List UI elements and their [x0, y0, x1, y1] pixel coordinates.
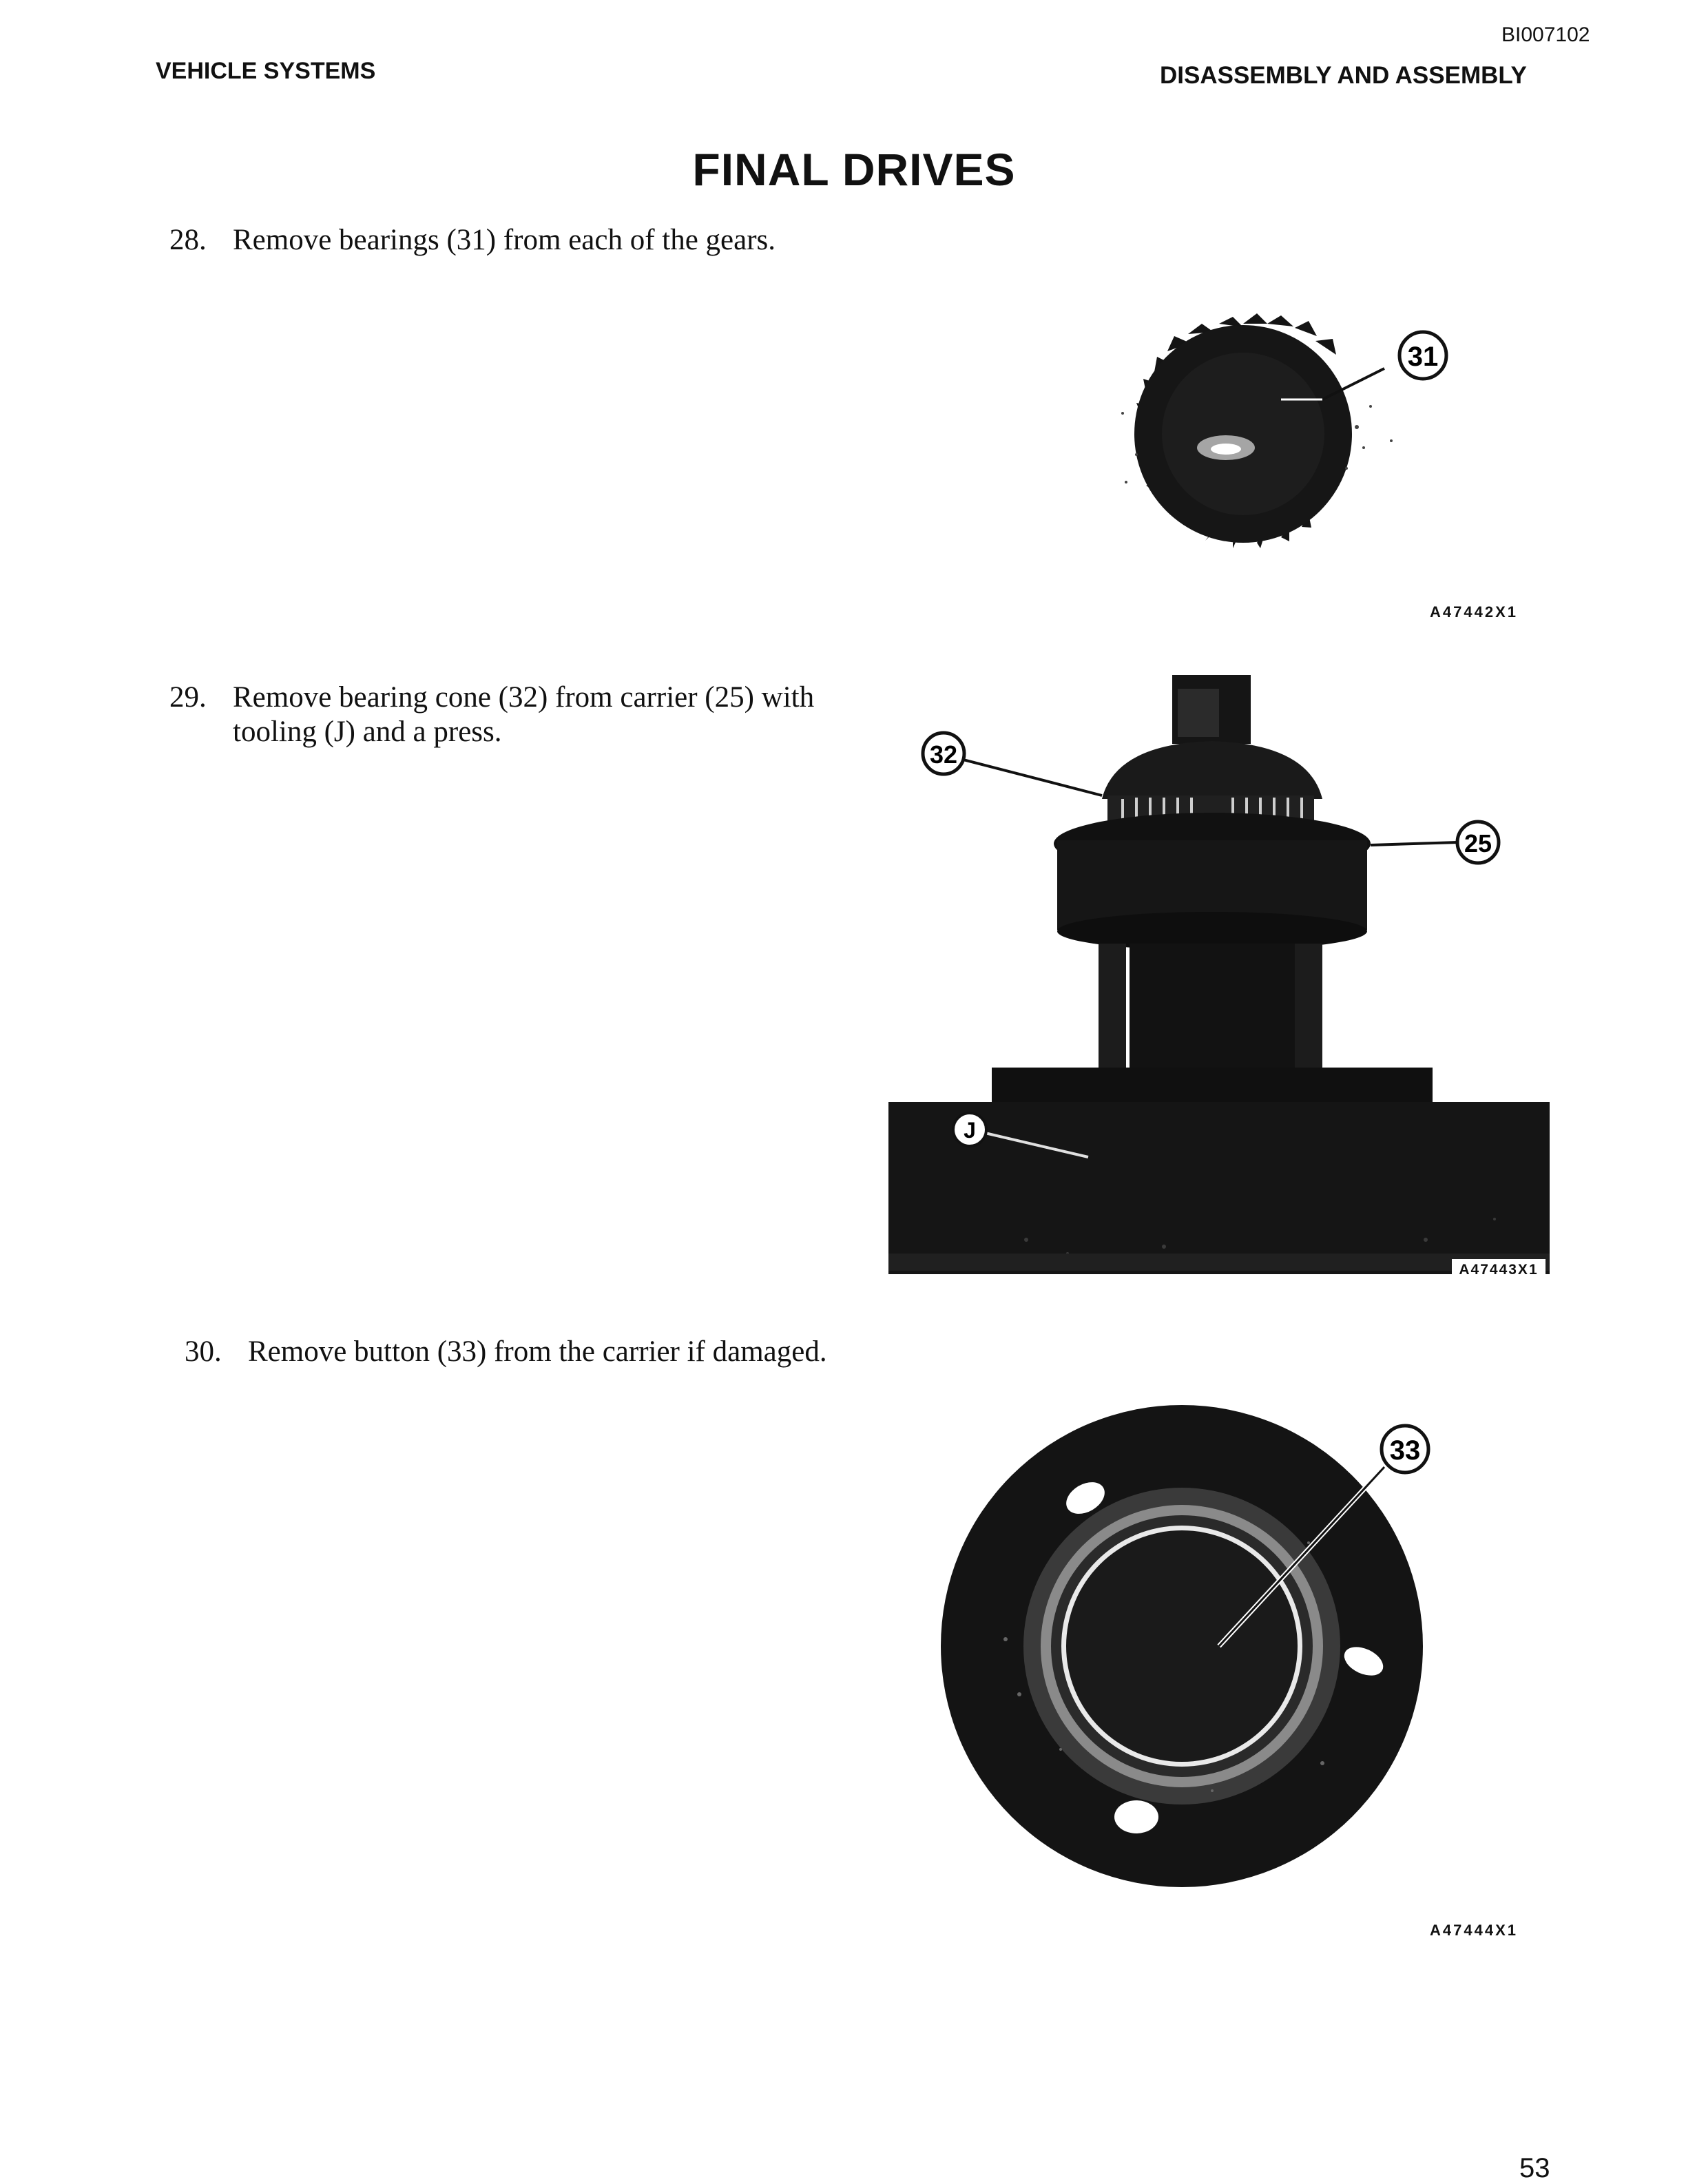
gear-shape [1121, 313, 1393, 548]
step-text-line-2: tooling (J) and a press. [233, 716, 502, 748]
callout-33: 33 [1389, 1435, 1421, 1466]
step-number: 28. [169, 224, 207, 256]
figure-code: A47442X1 [1430, 603, 1518, 621]
figure-code: A47444X1 [1430, 1922, 1518, 1939]
document-id: BI007102 [1501, 23, 1590, 46]
page-number: 53 [1519, 2153, 1550, 2183]
figure-code: A47443X1 [1459, 1262, 1539, 1278]
section-header: VEHICLE SYSTEMS [156, 58, 376, 84]
step-29 [169, 680, 858, 749]
step-number: 29. [169, 681, 207, 714]
step-number: 30. [185, 1335, 222, 1368]
callout-32: 32 [929, 740, 958, 769]
callout-leader [961, 759, 1102, 795]
callout-j: J [964, 1118, 976, 1143]
callout-31: 31 [1407, 342, 1439, 372]
callout-25: 25 [1464, 829, 1492, 857]
press-photo [888, 675, 1550, 1288]
step-28 [169, 223, 776, 258]
step-30 [185, 1335, 827, 1369]
step-text-line-1: Remove bearing cone (32) from carrier (25) with [233, 681, 815, 714]
carrier-photo [923, 1405, 1529, 1901]
callout-leader [1371, 842, 1457, 845]
step-text: Remove bearings (31) from each of the gears. [233, 224, 776, 256]
gear-photo [1033, 303, 1515, 606]
chapter-header: DISASSEMBLY AND ASSEMBLY [1160, 62, 1527, 89]
page-title: FINAL DRIVES [692, 144, 1016, 195]
step-text: Remove button (33) from the carrier if damaged. [248, 1335, 827, 1368]
carrier-shape [941, 1405, 1423, 1887]
